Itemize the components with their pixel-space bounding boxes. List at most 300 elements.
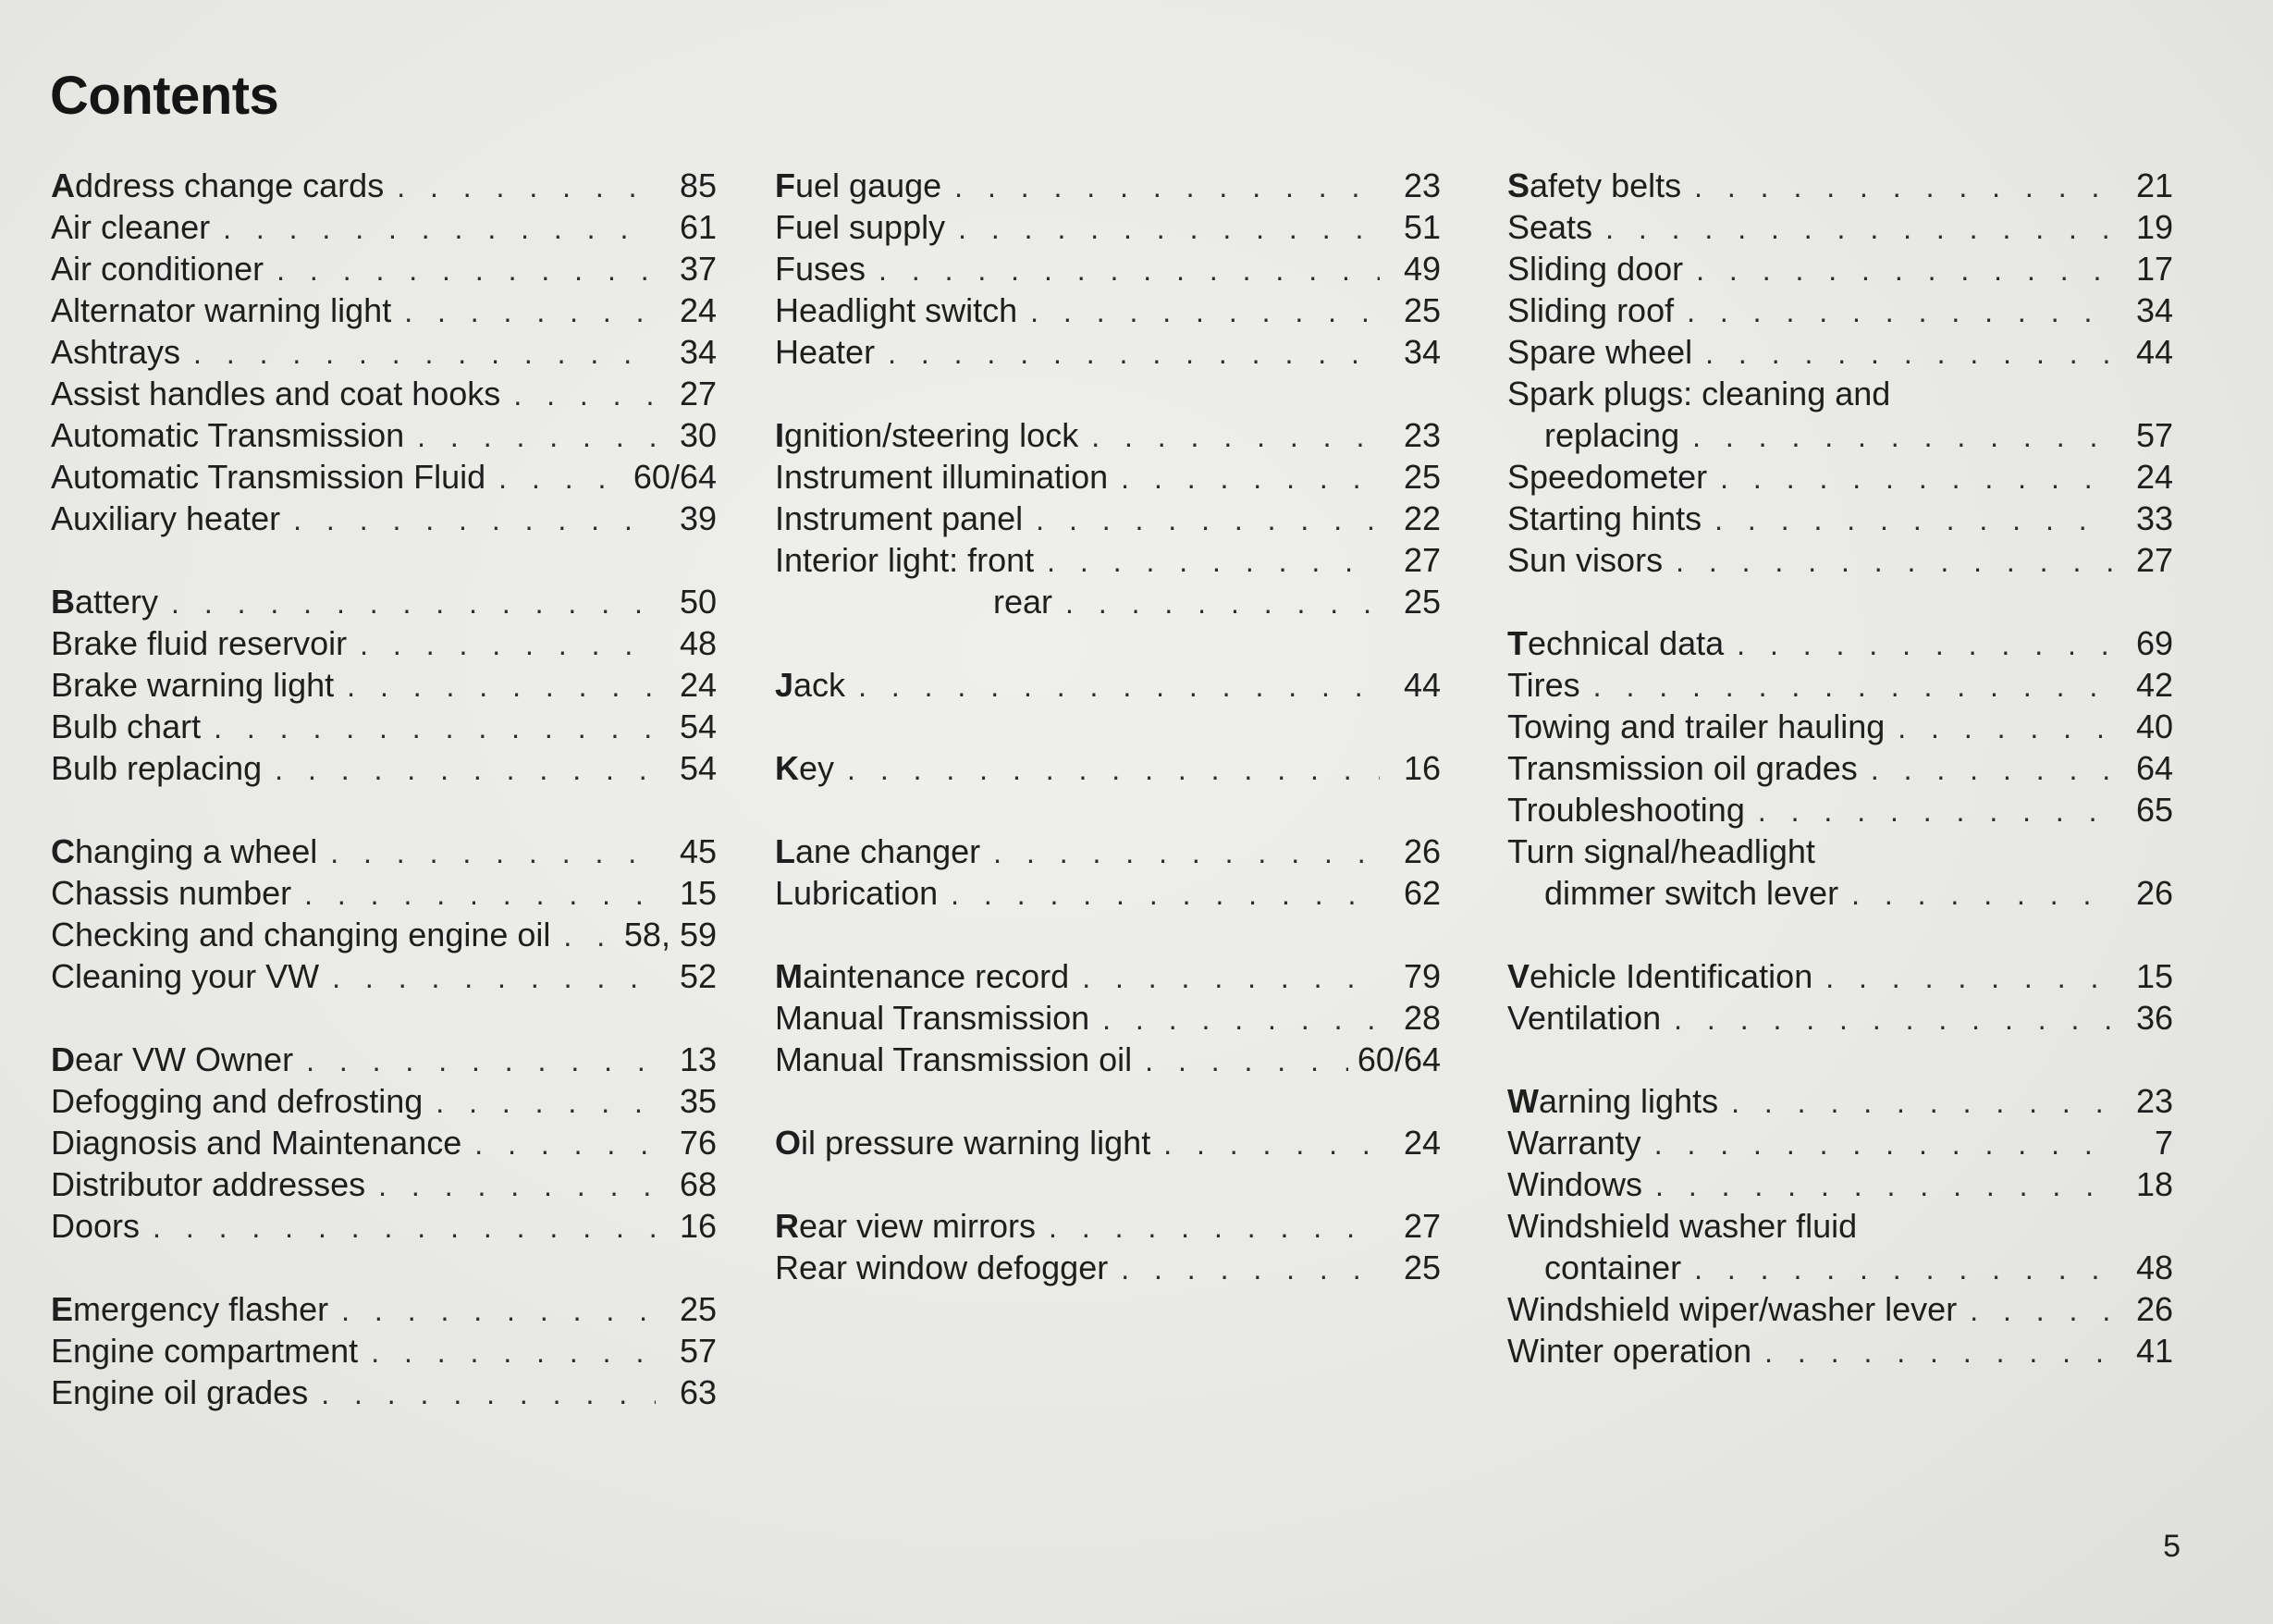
dot-leader [1102,999,1380,1040]
index-entry[interactable] [51,872,717,914]
index-entry-label: Troubleshooting [1507,791,1745,829]
index-entry[interactable] [775,498,1441,539]
dot-leader [1696,250,2112,291]
index-entry-page: 76 [679,1124,717,1162]
index-entry[interactable] [51,456,717,498]
dot-leader [436,1082,656,1124]
dot-leader [563,916,615,957]
dot-leader [171,583,656,624]
dot-leader [330,832,656,874]
index-entry[interactable] [775,997,1441,1039]
index-entry[interactable] [51,1288,717,1330]
dot-leader [1065,583,1380,624]
index-entry-label: Brake warning light [51,666,335,704]
dot-leader [858,666,1380,707]
index-entry-label: Air cleaner [51,208,211,246]
index-entry-label: Sliding door [1507,250,1684,288]
dot-leader [371,1332,656,1373]
index-entry[interactable] [775,1039,1441,1080]
index-entry-page: 27 [679,375,717,412]
index-entry-page: 28 [1403,999,1441,1037]
index-entry-page: 63 [679,1373,717,1411]
dot-leader [1758,791,2112,832]
index-entry[interactable] [51,165,717,206]
dot-leader [1825,957,2112,999]
page-title: Contents [50,66,279,126]
index-initial-letter: K [775,749,799,787]
index-entry[interactable] [775,248,1441,289]
index-entry-label: Turn signal/headlight [1507,832,1815,870]
index-entry[interactable] [1507,622,2173,664]
index-entry[interactable] [1507,789,2173,830]
index-label-rest: ane changer [795,832,981,870]
index-entry-label: Heater [775,333,876,371]
dot-leader [404,291,656,333]
dot-leader [378,1165,656,1207]
index-entry[interactable] [1507,1288,2173,1330]
index-label-rest: gnition/steering lock [784,416,1079,454]
index-entry-page: 42 [2135,666,2173,704]
dot-leader [193,333,656,375]
index-entry[interactable] [775,539,1441,581]
dot-leader [1694,1249,2112,1290]
index-entry-page: 24 [679,291,717,329]
index-initial-letter: I [775,416,785,454]
index-entry-label: Bulb replacing [51,749,263,787]
index-entry[interactable] [1507,1247,2173,1288]
index-entry[interactable] [51,498,717,539]
index-entry[interactable] [51,248,717,289]
index-entry[interactable] [51,747,717,789]
dot-leader [214,707,656,749]
index-entry-page: 60/64 [633,458,717,496]
index-entry-label [1507,622,1724,664]
index-entry-page: 35 [679,1082,717,1120]
index-entry-page: 44 [1403,666,1441,704]
index-label-rest: ehicle Identification [1530,957,1813,995]
index-initial-letter: R [775,1207,799,1245]
index-entry[interactable] [1507,1330,2173,1372]
index-label-rest: uel gauge [795,166,942,204]
index-entry-label: Transmission oil grades [1507,749,1858,787]
dot-leader [1871,749,2112,791]
index-initial-letter: M [775,957,803,995]
index-entry-page: 33 [2135,499,2173,537]
index-entry[interactable] [51,664,717,706]
index-entry[interactable] [1507,1080,2173,1122]
index-entry[interactable] [775,664,1441,706]
group-spacer [1507,581,2173,622]
index-label-rest: ear VW Owner [75,1040,294,1078]
group-spacer [775,1163,1441,1205]
index-entry-label: Doors [51,1207,141,1245]
dot-leader [1705,333,2112,375]
index-entry-page: 61 [679,208,717,246]
index-entry[interactable] [51,1039,717,1080]
index-entry-label: Automatic Transmission [51,416,405,454]
group-spacer [775,622,1441,664]
index-entry[interactable] [1507,1205,2173,1247]
dot-leader [293,499,656,541]
index-entry-page: 51 [1403,208,1441,246]
dot-leader [1091,416,1380,458]
index-entry[interactable] [1507,872,2173,914]
index-label-rest: attery [75,583,159,621]
index-entry[interactable] [1507,997,2173,1039]
index-entry-page: 26 [2135,874,2173,912]
index-entry[interactable] [51,706,717,747]
index-entry-label [775,165,941,206]
index-entry[interactable] [51,1372,717,1413]
index-entry-page: 24 [2135,458,2173,496]
dot-leader [360,624,656,666]
index-entry-label: Manual Transmission [775,999,1090,1037]
index-entry-page: 57 [2135,416,2173,454]
index-entry-page: 50 [679,583,717,621]
index-entry[interactable] [51,830,717,872]
index-entry-label [775,414,1078,456]
index-initial-letter: D [51,1040,75,1078]
index-entry-page: 27 [1403,1207,1441,1245]
index-entry-label: Fuel supply [775,208,946,246]
index-entry[interactable] [51,581,717,622]
dot-leader [417,416,656,458]
dot-leader [1731,1082,2112,1124]
dot-leader [1593,666,2112,707]
index-label-rest: afety belts [1530,166,1682,204]
group-spacer [51,539,717,581]
index-entry-page: 65 [2135,791,2173,829]
index-entry[interactable] [1507,373,2173,414]
index-entry-page: 22 [1403,499,1441,537]
index-entry[interactable] [51,1122,717,1163]
index-entry-label: Alternator warning light [51,291,392,329]
group-spacer [775,706,1441,747]
index-entry[interactable] [1507,539,2173,581]
index-entry[interactable] [1507,1163,2173,1205]
dot-leader [1655,1165,2112,1207]
index-entry[interactable] [775,289,1441,331]
index-entry-label [775,955,1069,997]
index-entry[interactable] [775,1122,1441,1163]
dot-leader [954,166,1380,208]
index-entry-label: Bulb chart [51,707,202,745]
index-entry[interactable] [51,206,717,248]
index-entry-label: Lubrication [775,874,939,912]
index-label-rest: ey [799,749,835,787]
index-entry-label: Chassis number [51,874,292,912]
index-entry[interactable] [51,331,717,373]
index-entry-label [51,581,158,622]
index-entry-page: 60/64 [1357,1040,1441,1078]
index-label-rest: mergency flasher [73,1290,329,1328]
dot-leader [321,1373,656,1415]
index-entry[interactable] [51,289,717,331]
index-entry[interactable] [1507,248,2173,289]
dot-leader [275,749,656,791]
dot-leader [276,250,656,291]
index-entry-page: 30 [679,416,717,454]
dot-leader [888,333,1380,375]
index-entry-label: Engine oil grades [51,1373,309,1411]
index-entry-label: Diagnosis and Maintenance [51,1124,462,1162]
dot-leader [1687,291,2112,333]
index-entry[interactable] [51,1330,717,1372]
index-entry-page: 39 [679,499,717,537]
index-entry-page: 24 [1403,1124,1441,1162]
index-entry-page: 23 [1403,416,1441,454]
index-entry[interactable] [1507,664,2173,706]
index-entry[interactable] [51,414,717,456]
index-entry[interactable] [775,456,1441,498]
dot-leader [1163,1124,1380,1165]
group-spacer [51,789,717,830]
dot-leader [1720,458,2112,499]
index-label-rest: echnical data [1528,624,1725,662]
index-entry-page: 21 [2135,166,2173,204]
index-entry-label [1507,1080,1718,1122]
index-entry[interactable] [51,1163,717,1205]
dot-leader [1654,1124,2112,1165]
index-entry-page: 49 [1403,250,1441,288]
index-entry-page: 69 [2135,624,2173,662]
index-entry-label: Automatic Transmission Fluid [51,458,486,496]
index-entry-page: 7 [2154,1124,2173,1162]
group-spacer [775,373,1441,414]
index-entry-label: Assist handles and coat hooks [51,375,501,412]
index-entry-page: 13 [679,1040,717,1078]
index-entry-label: Spark plugs: cleaning and [1507,375,1891,412]
index-entry-label: replacing [1544,416,1680,454]
index-entry-label: Instrument panel [775,499,1024,537]
index-initial-letter: F [775,166,795,204]
index-entry[interactable] [1507,165,2173,206]
dot-leader [847,749,1380,791]
dot-leader [958,208,1380,250]
index-entry[interactable] [1507,414,2173,456]
index-entry[interactable] [1507,747,2173,789]
index-entry-label [775,830,980,872]
index-initial-letter: B [51,583,75,621]
dot-leader [1121,1249,1380,1290]
index-entry-label: Interior light: front [775,541,1035,579]
index-entry-label: Sun visors [1507,541,1664,579]
dot-leader [1049,1207,1380,1249]
index-entry-page: 48 [679,624,717,662]
index-entry-label [51,1288,328,1330]
page-number: 5 [2163,1529,2181,1564]
dot-leader [1714,499,2112,541]
index-entry[interactable] [1507,331,2173,373]
dot-leader [878,250,1380,291]
index-entry[interactable] [51,955,717,997]
dot-leader [332,957,656,999]
index-entry-page: 16 [679,1207,717,1245]
dot-leader [153,1207,656,1249]
index-entry-label: Defogging and defrosting [51,1082,424,1120]
index-entry-page: 48 [2135,1249,2173,1286]
index-entry-page: 17 [2135,250,2173,288]
index-label-rest: ear view mirrors [799,1207,1037,1245]
index-initial-letter: W [1507,1082,1539,1120]
index-entry-page: 23 [2135,1082,2173,1120]
index-entry-label: Brake fluid reservoir [51,624,348,662]
index-entry-label: Cleaning your VW [51,957,320,995]
index-entry[interactable] [1507,830,2173,872]
index-entry[interactable] [775,1205,1441,1247]
index-entry[interactable] [775,581,1441,622]
dot-leader [1737,624,2112,666]
dot-leader [1851,874,2112,916]
index-entry-page: 79 [1403,957,1441,995]
index-entry-label [775,747,834,789]
group-spacer [1507,1039,2173,1080]
index-label-rest: hanging a wheel [75,832,318,870]
dot-leader [513,375,656,416]
index-entry-page: 40 [2135,707,2173,745]
index-entry-label: Towing and trailer hauling [1507,707,1886,745]
dot-leader [498,458,624,499]
index-entry[interactable] [775,331,1441,373]
index-entry-label: Instrument illumination [775,458,1109,496]
index-entry-label [1507,165,1681,206]
index-initial-letter: C [51,832,75,870]
index-column-2 [775,165,1441,1288]
index-entry-label: Distributor addresses [51,1165,366,1203]
index-entry[interactable] [775,1247,1441,1288]
index-entry-label: Winter operation [1507,1332,1752,1370]
dot-leader [1121,458,1380,499]
index-entry-page: 68 [679,1165,717,1203]
index-entry[interactable] [1507,456,2173,498]
dot-leader [1605,208,2112,250]
index-initial-letter: E [51,1290,74,1328]
index-entry-label: container [1544,1249,1682,1286]
index-entry[interactable] [775,165,1441,206]
dot-leader [1030,291,1380,333]
index-entry-label: Checking and changing engine oil [51,916,551,953]
index-entry-page: 36 [2135,999,2173,1037]
index-entry[interactable] [1507,706,2173,747]
index-entry-label: Fuses [775,250,866,288]
index-entry-label: Windshield washer fluid [1507,1207,1858,1245]
dot-leader [1898,707,2112,749]
index-label-rest: il pressure warning light [801,1124,1151,1162]
index-entry-page: 23 [1403,166,1441,204]
dot-leader [951,874,1380,916]
index-entry-page: 37 [679,250,717,288]
dot-leader [1970,1290,2112,1332]
index-entry-page: 18 [2135,1165,2173,1203]
group-spacer [1507,914,2173,955]
index-entry-page: 44 [2135,333,2173,371]
index-entry-label [51,165,384,206]
index-label-rest: ack [793,666,846,704]
group-spacer [775,1080,1441,1122]
group-spacer [775,789,1441,830]
dot-leader [993,832,1380,874]
index-entry[interactable] [775,830,1441,872]
index-entry-page: 25 [1403,291,1441,329]
index-entry-page: 54 [679,749,717,787]
index-entry[interactable] [51,1080,717,1122]
index-entry[interactable] [51,1205,717,1247]
index-entry[interactable] [1507,206,2173,248]
index-entry-label: dimmer switch lever [1544,874,1839,912]
index-entry[interactable] [1507,955,2173,997]
index-entry-page: 57 [679,1332,717,1370]
index-initial-letter: T [1507,624,1528,662]
index-entry-page: 15 [2135,957,2173,995]
index-entry-page: 27 [1403,541,1441,579]
index-entry-label: Manual Transmission oil [775,1040,1133,1078]
index-entry-page: 41 [2135,1332,2173,1370]
dot-leader [1082,957,1380,999]
index-entry-page: 27 [2135,541,2173,579]
index-entry-label: Windows [1507,1165,1643,1203]
index-entry-label: Rear window defogger [775,1249,1109,1286]
index-entry[interactable] [775,955,1441,997]
index-entry-page: 54 [679,707,717,745]
index-entry[interactable] [775,747,1441,789]
index-entry[interactable] [775,414,1441,456]
index-entry[interactable] [1507,289,2173,331]
dot-leader [1676,541,2112,583]
index-label-rest: ddress change cards [75,166,385,204]
index-entry-page: 52 [679,957,717,995]
index-entry-page: 25 [1403,1249,1441,1286]
dot-leader [1047,541,1380,583]
index-entry-page: 15 [679,874,717,912]
index-initial-letter: L [775,832,795,870]
index-entry-page: 24 [679,666,717,704]
index-entry-label [1507,955,1812,997]
index-entry[interactable] [775,206,1441,248]
index-entry-label: Auxiliary heater [51,499,281,537]
group-spacer [51,997,717,1039]
index-entry[interactable] [51,622,717,664]
index-entry-label [51,1039,293,1080]
index-entry-label: Starting hints [1507,499,1702,537]
index-entry-label: Tires [1507,666,1580,704]
index-label-rest: aintenance record [803,957,1070,995]
dot-leader [1694,166,2112,208]
index-entry-page: 25 [1403,583,1441,621]
index-entry-label [775,1205,1036,1247]
index-entry[interactable] [51,914,717,955]
index-entry-page: 25 [679,1290,717,1328]
index-entry-page: 26 [2135,1290,2173,1328]
index-entry-page: 26 [1403,832,1441,870]
index-entry-label: Ashtrays [51,333,181,371]
dot-leader [1692,416,2112,458]
index-entry-page: 34 [2135,291,2173,329]
index-entry[interactable] [1507,498,2173,539]
index-entry-page: 16 [1403,749,1441,787]
index-entry-label: rear [993,583,1053,621]
index-entry-page: 85 [679,166,717,204]
index-entry[interactable] [775,872,1441,914]
index-entry[interactable] [1507,1122,2173,1163]
index-initial-letter: A [51,166,75,204]
index-entry-label: Seats [1507,208,1593,246]
index-entry-page: 58, 59 [623,916,717,953]
index-entry[interactable] [51,373,717,414]
index-entry-label: Spare wheel [1507,333,1693,371]
index-entry-label: Ventilation [1507,999,1662,1037]
dot-leader [223,208,656,250]
index-initial-letter: O [775,1124,802,1162]
